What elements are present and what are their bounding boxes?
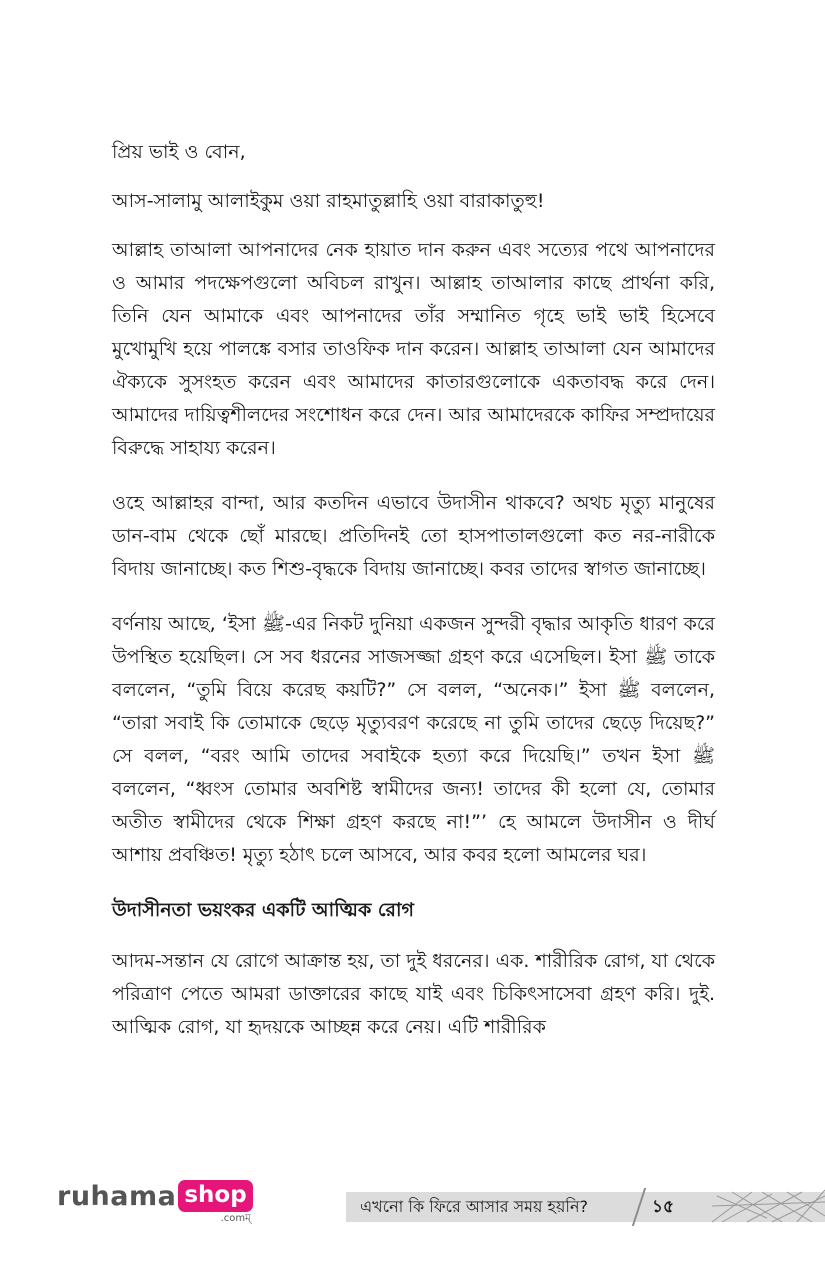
- paragraph-isa-narration: বর্ণনায় আছে, ‘ইসা ﷺ-এর নিকট দুনিয়া একজন সুন্দরী বৃদ্ধার আকৃতি ধারণ করে উপস্থিত হয়েছিল। সে সব ধরনের সাজসজ্জা গ্রহণ করে এসেছিল। ইসা ﷺ তাকে বললেন, “তুমি বিয়ে করেছ কয়টি?” সে বলল, “অনেক।” ইসা ﷺ বললেন, “তারা সবাই কি তোমাকে ছেড়ে মৃত্যুবরণ করেছে না তুমি তাদের ছেড়ে দিয়েছ?” সে বলল, “বরং আমি তাদের সবাইকে হত্যা করে দিয়েছি।” তখন ইসা ﷺ বললেন, “ধ্বংস তোমার অবশিষ্ট স্বামীদের জন্য! তাদের কী হলো যে, তোমার অতীত স্বামীদের থেকে শিক্ষা গ্রহণ করছে না!”’ হে আমলে উদাসীন ও দীর্ঘ আশায় প্রবঞ্চিত! মৃত্যু হঠাৎ চলে আসবে, আর কবর হলো আমলের ঘর।: [112, 613, 715, 866]
- logo-ruhama-text: ruhama: [57, 1181, 177, 1212]
- paragraph-disease-types: আদম-সন্তান যে রোগে আক্রান্ত হয়, তা দুই ধরনের। এক. শারীরিক রোগ, যা থেকে পরিত্রাণ পেতে আমরা ডাক্তারের কাছে যাই এবং চিকিৎসাসেবা গ্রহণ করি। দুই. আত্মিক রোগ, যা হৃদয়কে আচ্ছন্ন করে নেয়। এটি শারীরিক: [112, 950, 715, 1038]
- paragraph-heedlessness: ওহে আল্লাহর বান্দা, আর কতদিন এভাবে উদাসীন থাকবে? অথচ মৃত্যু মানুষের ডান-বাম থেকে ছোঁ মারছে। প্রতিদিনই তো হাসপাতালগুলো কত নর-নারীকে বিদায় জানাচ্ছে। কত শিশু-বৃদ্ধকে বিদায় জানাচ্ছে। কবর তাদের স্বাগত জানাচ্ছে।: [112, 492, 715, 580]
- logo-domain-text: .comম্: [220, 1213, 251, 1224]
- greeting: আস-সালামু আলাইকুম ওয়া রাহমাতুল্লাহি ওয়া বারাকাতুহু!: [112, 190, 545, 212]
- page-body: [112, 136, 715, 1066]
- logo-shop-badge: shop: [178, 1180, 252, 1212]
- logo-shop-wrap: [178, 1180, 252, 1224]
- paragraph-prayer: আল্লাহ তাআলা আপনাদের নেক হায়াত দান করুন এবং সত্যের পথে আপনাদের ও আমার পদক্ষেপগুলো অবিচল রাখুন। আল্লাহ তাআলার কাছে প্রার্থনা করি, তিনি যেন আমাকে এবং আপনাদের তাঁর সম্মানিত গৃহে ভাই ভাই হিসেবে মুখোমুখি হয়ে পালঙ্কে বসার তাওফিক দান করেন। আল্লাহ তাআলা যেন আমাদের ঐক্যকে সুসংহত করেন এবং আমাদের কাতারগুলোকে একতাবদ্ধ করে দেন। আমাদের দায়িত্বশীলদের সংশোধন করে দেন। আর আমাদেরকে কাফির সম্প্রদায়ের বিরুদ্ধে সাহায্য করেন।: [112, 239, 715, 459]
- salutation: প্রিয় ভাই ও বোন,: [112, 141, 246, 163]
- page-footer: [0, 1180, 825, 1240]
- page-number: ১৫: [652, 1197, 675, 1217]
- publisher-logo: [57, 1180, 253, 1226]
- geometric-pattern-icon: [712, 1188, 825, 1224]
- section-heading: উদাসীনতা ভয়ংকর একটি আত্মিক রোগ: [112, 899, 414, 921]
- book-title: এখনো কি ফিরে আসার সময় হয়নি?: [360, 1197, 589, 1216]
